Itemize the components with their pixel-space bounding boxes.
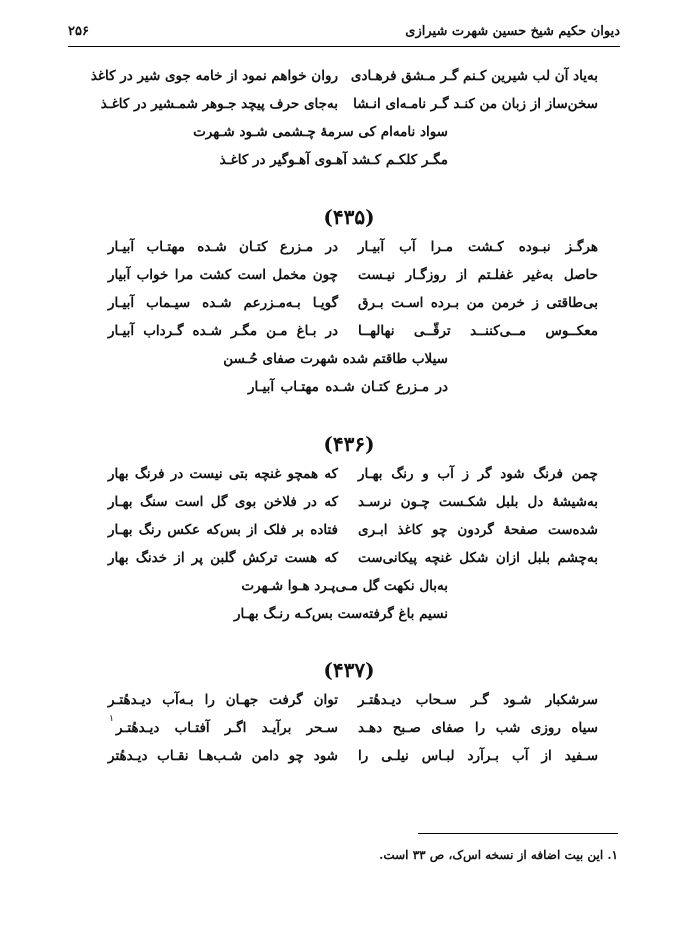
couplet <box>0 94 698 122</box>
page-number: ۲۵۶ <box>68 24 89 39</box>
couplet <box>0 520 698 548</box>
poem-number: (۴۳۶) <box>323 432 375 456</box>
hemistich-left: توان گرفت جهـان را بـه‌آب دیـدهٔتـر <box>108 692 338 708</box>
closing-line <box>0 349 698 377</box>
closing-line <box>0 576 698 604</box>
closing-line <box>0 122 698 150</box>
hemistich-left: به‌جای حرف پیچد جـوهر شمـشیر در کاغـذ <box>100 96 338 112</box>
couplet <box>0 746 698 774</box>
hemistich-right: بی‌طاقتی ز خرمن من بـرده اسـت بـرق <box>358 295 598 311</box>
hemistich-left: شود چو دامن شـب‌هـا نقـاب دیـدهٔتر <box>108 748 338 764</box>
running-header <box>68 20 620 47</box>
hemistich-left: که هست ترکش گلبن پر از خدنگ بهار <box>108 550 338 566</box>
hemistich-right: سخن‌ساز از زبان من کنـد گـر نامـه‌ای انـشا <box>353 96 598 112</box>
hemistich-right: هرگـز نبـوده کـشت مـرا آب آبیـار <box>358 239 598 255</box>
hemistich-left: در بـاغ مـن مگـر شـده گـرداب آبیـار <box>108 323 338 339</box>
couplet <box>0 492 698 520</box>
closing-hemistich: سواد نامه‌ام کی سرمهٔ چـشمی شـود شـهرت <box>193 124 448 140</box>
hemistich-right: شده‌ست صفحهٔ گردون چو کاغذ ابـری <box>358 522 598 538</box>
hemistich-right: حاصل به‌غیر غفلـتم از روزگـار نیـست <box>358 267 598 283</box>
couplet <box>0 548 698 576</box>
couplet <box>0 237 698 265</box>
hemistich-right: سیاه روزی شب را صفای صـبح دهـد <box>358 720 598 736</box>
couplet <box>0 293 698 321</box>
hemistich-left: فتاده بر فلک از بس‌که عکس رنگ بهـار <box>108 522 338 538</box>
hemistich-left: چون مخمل است کشت مرا خواب آبیار <box>108 267 338 283</box>
hemistich-right: به‌یاد آن لب شیرین کـنم گـر مـشق فرهـادی <box>350 68 598 84</box>
hemistich-left: که در فلاخن بوی گل است سنگ بهـار <box>108 494 338 510</box>
closing-hemistich: به‌بال نکهت گل مـی‌پـرد هـوا شـهرت <box>241 578 448 594</box>
top-verse-block <box>0 66 698 178</box>
poem-number: (۴۳۵) <box>323 205 375 229</box>
hemistich-right: به‌چشم بلبل ازان شکل غنچه پیکانی‌ست <box>358 550 598 566</box>
closing-line <box>0 604 698 632</box>
footnote-divider <box>418 833 618 834</box>
hemistich-left: در مـزرع کتـان شـده مهتـاب آبیـار <box>108 239 338 255</box>
hemistich-left: که همچو غنچه بتی نیست در فرنگ بهار <box>108 466 338 482</box>
closing-line <box>0 150 698 178</box>
footnote: ۱. این بیت اضافه از نسخه اس‌ک، ص ۳۳ است. <box>379 848 618 862</box>
couplet <box>0 66 698 94</box>
closing-hemistich: نسیم باغ گرفته‌ست بس‌کـه رنـگ بهـار <box>234 606 448 622</box>
hemistich-right: به‌شیشهٔ دل بلبل شکـست چـون نرسـد <box>358 494 598 510</box>
footnote-marker: ۱ <box>109 714 114 724</box>
poem-435 <box>0 237 698 405</box>
poem-437 <box>0 690 698 774</box>
hemistich-left: گویـا بـه‌مـزرعم شـده سیـماب آبیـار <box>108 295 338 311</box>
hemistich-right: معکــوس مــی‌کننــد ترقّــی نهالهــا <box>358 323 598 339</box>
hemistich-right: چمن فرنگ شود گر ز آب و رنگ بهـار <box>358 466 598 482</box>
poem-436 <box>0 464 698 632</box>
hemistich-left: روان خواهم نمود از خامه جوی شیر در کاغذ <box>90 68 338 84</box>
book-title: دیوان حکیم شیخ حسین شهرت شیرازی <box>405 24 620 39</box>
closing-hemistich: سیلاب طاقتم شده شهرت صفای حُـسن <box>223 351 448 367</box>
poem-number: (۴۳۷) <box>323 658 375 682</box>
hemistich-right: سرشکبار شـود گـر سـحاب دیـدهٔتـر <box>358 692 598 708</box>
closing-hemistich: مگـر کلکـم کـشد آهـوی آهـوگیر در کاغـذ <box>219 152 448 168</box>
closing-hemistich: در مـزرع کتـان شـده مهتـاب آبیـار <box>248 379 448 395</box>
hemistich-left: سـحر برآیـد اگـر آفتـاب دیـدهٔتـر <box>116 720 338 736</box>
hemistich-right: سـفید از آب بـرآرد لبـاس نیلـی را <box>358 748 598 764</box>
couplet <box>0 714 698 746</box>
couplet <box>0 321 698 349</box>
closing-line <box>0 377 698 405</box>
couplet <box>0 690 698 718</box>
couplet <box>0 265 698 293</box>
couplet <box>0 464 698 492</box>
